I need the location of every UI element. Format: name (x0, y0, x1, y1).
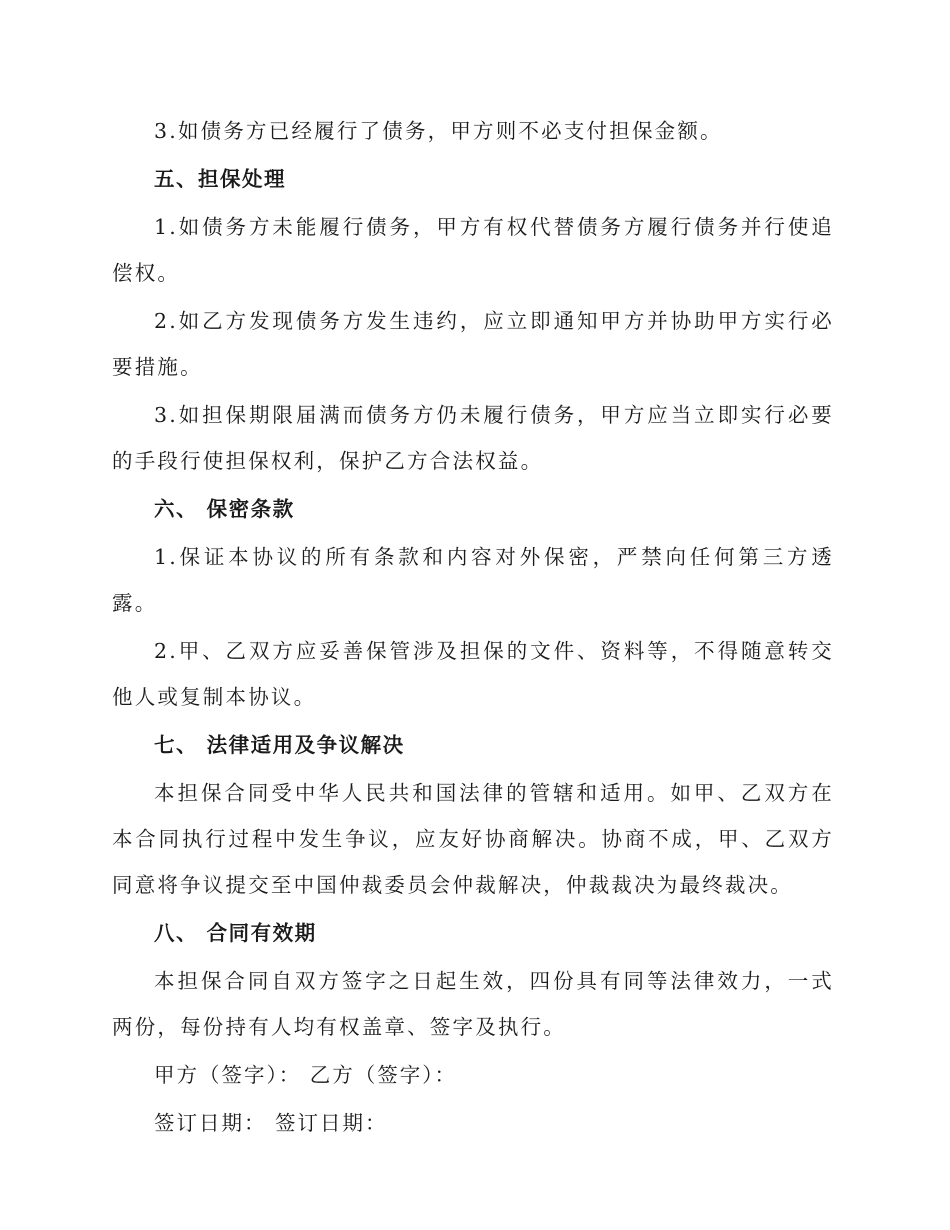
section-heading-8: 八、 合同有效期 (154, 921, 317, 945)
sign-date-line: 签订日期： 签订日期： (154, 1111, 388, 1135)
clause-7-body: 本担保合同受中华人民共和国法律的管辖和适用。如甲、乙双方在本合同执行过程中发生争议，应友好协商解决。协商不成，甲、乙双方同意将争议提交至中国仲裁委员会仲裁解决，仲裁裁决为最终裁决。 (112, 781, 834, 897)
section-heading-7: 七、 法律适用及争议解决 (154, 733, 405, 757)
section-heading-5: 五、担保处理 (154, 167, 286, 191)
section-heading-6: 六、 保密条款 (154, 497, 295, 521)
clause-5-3: 3.如担保期限届满而债务方仍未履行债务，甲方应当立即实行必要的手段行使担保权利，保护乙方合法权益。 (112, 403, 834, 473)
clause-6-2: 2.甲、乙双方应妥善保管涉及担保的文件、资料等，不得随意转交他人或复制本协议。 (112, 639, 834, 709)
clause-5-1: 1.如债务方未能履行债务，甲方有权代替债务方履行债务并行使追偿权。 (112, 215, 834, 285)
clause-8-body: 本担保合同自双方签字之日起生效，四份具有同等法律效力，一式两份，每份持有人均有权盖章、签字及执行。 (112, 969, 834, 1039)
clause-6-1: 1.保证本协议的所有条款和内容对外保密，严禁向任何第三方透露。 (112, 545, 834, 615)
clause-4-3: 3.如债务方已经履行了债务，甲方则不必支付担保金额。 (154, 119, 723, 143)
signature-line: 甲方（签字）： 乙方（签字）： (154, 1063, 458, 1087)
clause-5-2: 2.如乙方发现债务方发生违约，应立即通知甲方并协助甲方实行必要措施。 (112, 309, 834, 379)
document-page (112, 108, 834, 1148)
